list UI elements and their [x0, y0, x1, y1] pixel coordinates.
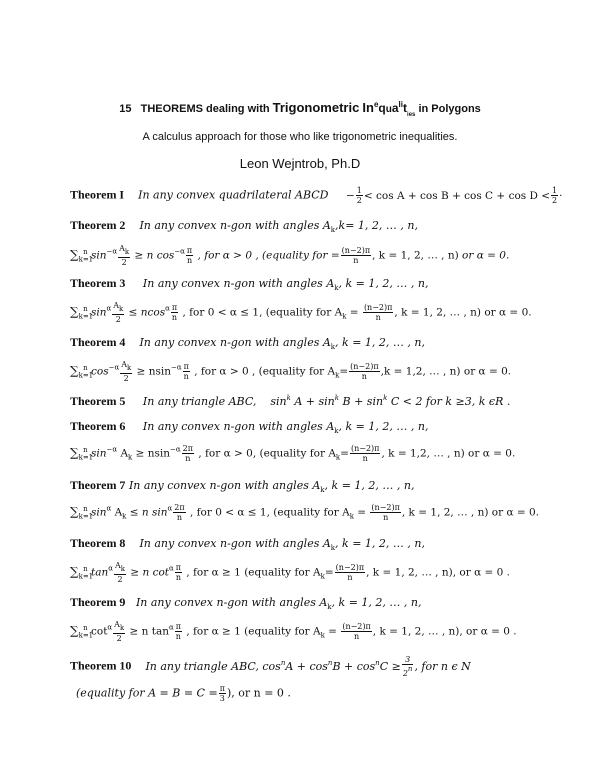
theorem-1-label: Theorem I — [70, 187, 125, 202]
theorem-4-formula: $\sum_{k=1}^n$ $\cos^{-\alpha}$ $\frac{Ak}{2}$ ≥ nsin$^{-\alpha}$ $\frac{\pi}{n}$ , for α > 0 , (equality for $A_k=$ $\frac{(n-2)\pi}{n}$ ,k = 1,2, … , n) or α = 0. — [70, 360, 512, 383]
theorem-6: Theorem 6 In any convex n-gon with angles $A_k$, k = 1, 2, … , n, — [70, 419, 429, 435]
theorem-3: Theorem 3 In any convex n-gon with angles $A_k$, k = 1, 2, … , n, — [70, 276, 429, 292]
theorem-9: Theorem 9 In any convex n-gon with angles $A_k$, k = 1, 2, … , n, — [70, 595, 422, 611]
theorem-7-formula: $\sum_{k=1}^n$ $\sin^\alpha A_k \le n$ $\sin^\alpha$ $\frac{2\pi}{n}$ , for 0 < α ≤ 1, (equality for $A_k$ = $\frac{(n-2)\pi}{n}$ , k = 1, 2, … , n) or α = 0. — [70, 503, 540, 522]
theorem-8-label: Theorem 8 — [70, 536, 126, 550]
theorem-4: Theorem 4 In any convex n-gon with angles $A_k$, k = 1, 2, … , n, — [70, 335, 425, 351]
theorem-1: Theorem I In any convex quadrilateral ABCD − $\frac{1}{2}$ < cos A + cos B + cos C + cos D < $\frac{1}{2}$ · — [70, 186, 563, 205]
theorem-5: Theorem 5 In any triangle ABC, $\sin^k A + \sin^k B + \sin^k C < 2$ for k ≥3, k ϵR . — [70, 394, 511, 408]
theorem-4-label: Theorem 4 — [70, 335, 126, 349]
theorem-9-label: Theorem 9 — [70, 595, 126, 609]
theorem-3-formula: $\sum_{k=1}^n$ $\sin^\alpha$ $\frac{Ak}{2}$ ≤ ncos$^\alpha$ $\frac{\pi}{n}$ , for 0 < α ≤ 1, (equality for $A_k$ = $\frac{(n-2)\pi}{n}$ , k = 1, 2, … , n) or α = 0. — [70, 301, 532, 324]
theorem-3-label: Theorem 3 — [70, 276, 126, 290]
subtitle: A calculus approach for those who like trigonometric inequalities. — [142, 131, 458, 143]
theorem-2: Theorem 2 In any convex n-gon with angles $A_k,k= 1$, 2, … , n, — [70, 218, 418, 234]
theorem-10: Theorem 10 In any triangle ABC, $\cos^nA + \cos^nB + \cos^nC$ ≥ $\frac{3}{2n}$ , for n ϵ N — [70, 655, 471, 678]
theorem-2-label: Theorem 2 — [70, 218, 126, 232]
theorem-9-formula: $\sum_{k=1}^n$ $\cot^\alpha$ $\frac{Ak}{2}$ ≥ n $\tan^\alpha$ $\frac{\pi}{n}$ , for α ≥ 1 (equality for $A_k$ = $\frac{(n-2)\pi}{n}$ , k = 1, 2, … , n), or α = 0 . — [70, 620, 517, 643]
theorem-5-label: Theorem 5 — [70, 394, 126, 408]
theorem-8-formula: $\sum_{k=1}^n$ $\tan^\alpha$ $\frac{Ak}{2}$ ≥ n $\cot^\alpha$ $\frac{\pi}{n}$ , for α ≥ 1 (equality for $A_k=$ $\frac{(n-2)\pi}{n}$ , k = 1, 2, … , n), or α = 0 . — [70, 561, 510, 584]
theorem-6-formula: $\sum_{k=1}^n$ $\sin^{-\alpha} A_k \ge nsin^{-\alpha}$ $\frac{2\pi}{n}$ , for α > 0, (equality for $A_k=$ $\frac{(n-2)\pi}{n}$ , k = 1,2, … , n) or α = 0. — [70, 444, 516, 463]
theorem-6-label: Theorem 6 — [70, 419, 126, 433]
theorem-7: Theorem 7 In any convex n-gon with angles $A_k$, k = 1, 2, … , n, — [70, 478, 415, 494]
author: Leon Wejntrob, Ph.D — [239, 156, 361, 171]
theorem-1-text: In any convex quadrilateral ABCD — [138, 188, 329, 202]
theorem-7-label: Theorem 7 — [70, 478, 126, 492]
document-title: 15 THEOREMS dealing with Trigonometric $In^equa^{li}t_{ies}$ in Polygons — [119, 100, 481, 118]
theorem-8: Theorem 8 In any convex n-gon with angles $A_k$, k = 1, 2, … , n, — [70, 536, 425, 552]
theorem-10-equality: (equality for A = B = C = $\frac{\pi}{3}$ ), or n = 0 . — [76, 684, 291, 703]
theorem-10-label: Theorem 10 — [70, 658, 132, 673]
theorem-2-formula: $\sum_{k=1}^n$ $\sin^{-\alpha}$ $\frac{Ak}{2}$ ≥ n $\cos^{-\alpha}$ $\frac{\pi}{n}$ , for α > 0 , (equality for = $\frac{(n-2)\pi}{n}$ , k = 1, 2, … , n) or α = 0. — [70, 244, 510, 267]
